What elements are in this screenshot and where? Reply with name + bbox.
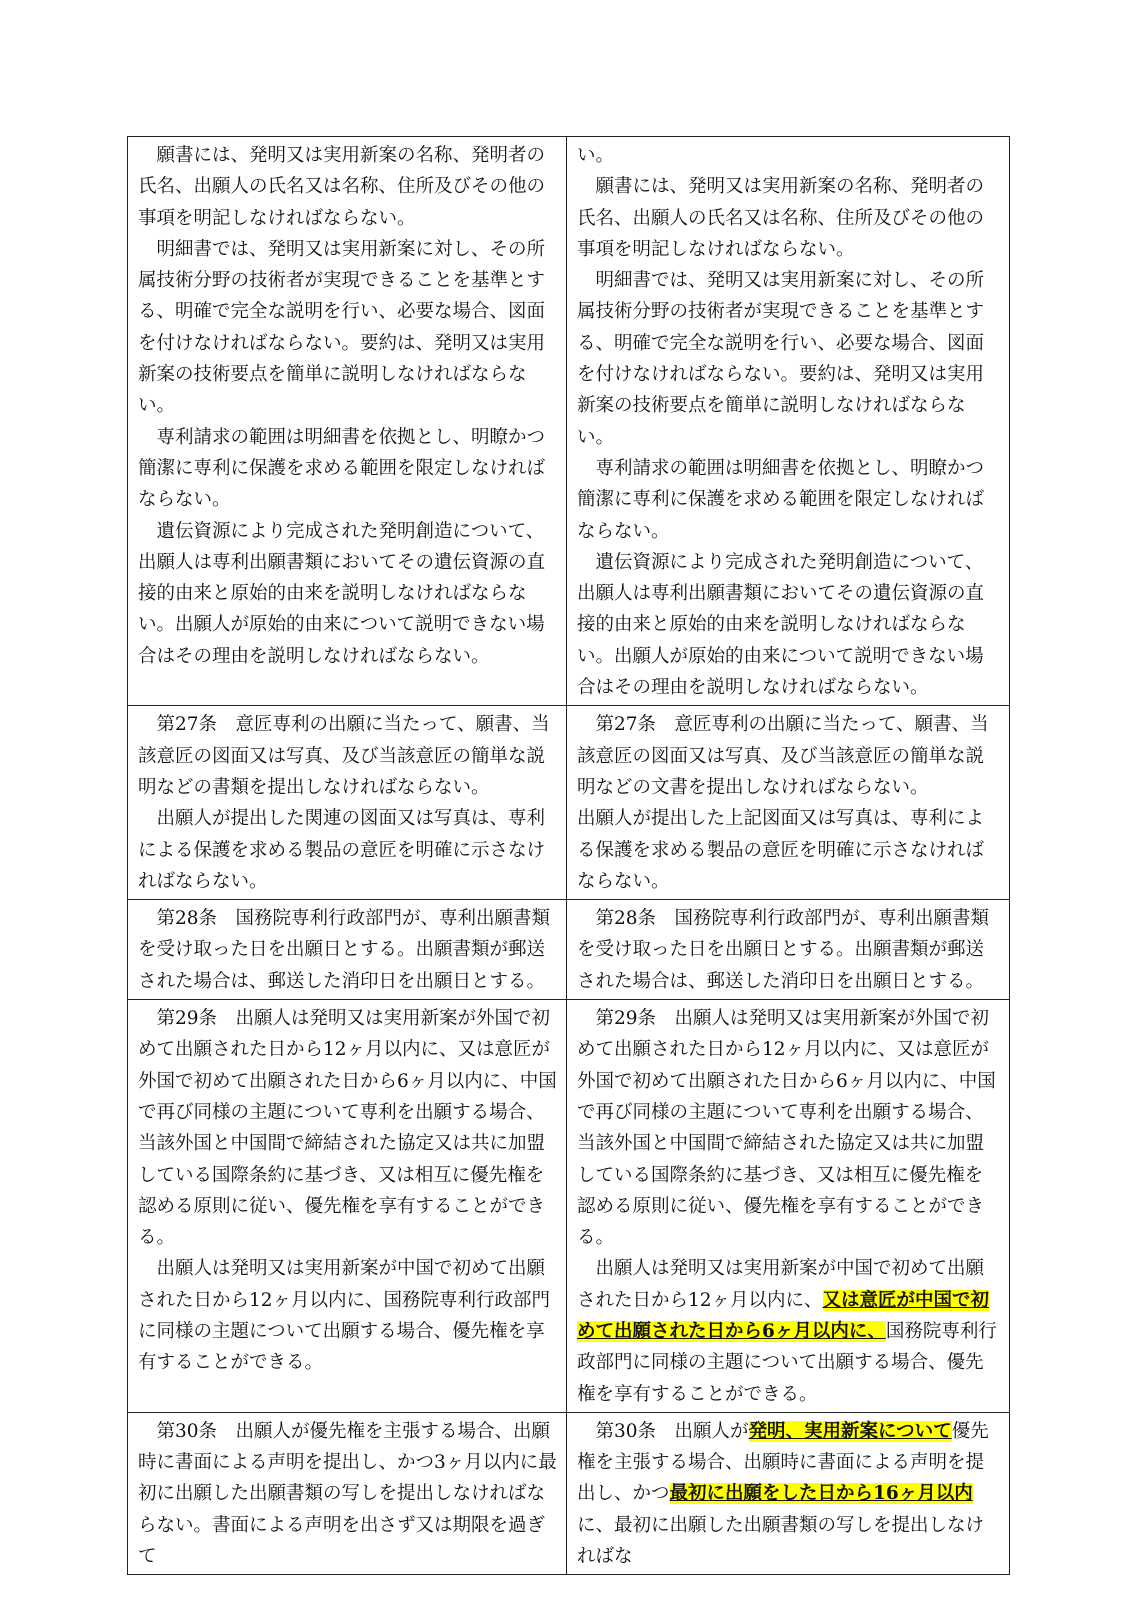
text-run: 優先権を主張する場合、出願時に書面による声明を提出し、かつ xyxy=(577,1420,989,1505)
new-text-cell xyxy=(567,900,1010,1000)
paragraph: 出願人は発明又は実用新案が中国で初めて出願された日から12ヶ月以内に、国務院専利行政部門に同様の主題について出願する場合、優先権を享有することができる。 xyxy=(138,1258,551,1374)
paragraph: 遺伝資源により完成された発明創造について、出願人は専利出願書類においてその遺伝資源の直接的由来と原始的由来を説明しなければならない。出願人が原始的由来について説明できない場合はその理由を説明しなければならない。 xyxy=(577,551,985,699)
paragraph: い。 xyxy=(577,145,615,166)
highlighted-change: 発明、実用新案について xyxy=(748,1420,952,1442)
highlighted-change: 最初に出願をした日から16ヶ月以内 xyxy=(669,1483,973,1505)
table-row xyxy=(128,706,1010,900)
table-row xyxy=(128,900,1010,1000)
paragraph: 第29条 出願人は発明又は実用新案が外国で初めて出願された日から12ヶ月以内に、又は意匠が外国で初めて出願された日から6ヶ月以内に、中国で再び同様の主題について専利を出願する場合、当該外国と中国間で締結された協定又は共に加盟している国際条約に基づき、又は相互に優先権を認める原則に従い、優先権を享有することができる。 xyxy=(138,1008,557,1249)
paragraph: 願書には、発明又は実用新案の名称、発明者の氏名、出願人の氏名又は名称、住所及びその他の事項を明記しなければならない。 xyxy=(138,145,546,229)
table-row xyxy=(128,137,1010,706)
paragraph: 第27条 意匠専利の出願に当たって、願書、当該意匠の図面又は写真、及び当該意匠の簡単な説明などの文書を提出しなければならない。 xyxy=(577,714,989,798)
text-run: 出願人は発明又は実用新案が中国で初めて出願された日から12ヶ月以内に、 xyxy=(577,1258,985,1311)
paragraph: 専利請求の範囲は明細書を依拠とし、明瞭かつ簡潔に専利に保護を求める範囲を限定しなければならない。 xyxy=(577,457,985,542)
text-run: に、最初に出願した出願書類の写しを提出しなければな xyxy=(577,1514,985,1568)
paragraph: 専利請求の範囲は明細書を依拠とし、明瞭かつ簡潔に専利に保護を求める範囲を限定しなければならない。 xyxy=(138,426,546,511)
highlighted-change: 又は意匠が中国で初めて出願された日から6ヶ月以内に、 xyxy=(577,1289,990,1342)
paragraph: 第27条 意匠専利の出願に当たって、願書、当該意匠の図面又は写真、及び当該意匠の簡単な説明などの書類を提出しなければならない。 xyxy=(138,714,550,798)
text-run: 第30条 出願人が xyxy=(595,1420,749,1442)
paragraph: 出願人が提出した関連の図面又は写真は、専利による保護を求める製品の意匠を明確に示さなければならない。 xyxy=(138,808,546,892)
old-text-cell xyxy=(128,1000,567,1413)
comparison-table xyxy=(127,136,1010,1575)
old-text-cell xyxy=(128,900,567,1000)
paragraph: 第28条 国務院専利行政部門が、専利出願書類を受け取った日を出願日とする。出願書類が郵送された場合は、郵送した消印日を出願日とする。 xyxy=(577,908,990,992)
table-row xyxy=(128,1412,1010,1574)
new-text-cell xyxy=(567,1000,1010,1413)
paragraph: 遺伝資源により完成された発明創造について、出願人は専利出願書類においてその遺伝資源の直接的由来と原始的由来を説明しなければならない。出願人が原始的由来について説明できない場合はその理由を説明しなければならない。 xyxy=(138,520,546,667)
old-text-cell xyxy=(128,137,567,706)
paragraph xyxy=(577,1253,1001,1409)
old-text-cell xyxy=(128,1412,567,1574)
paragraph: 第29条 出願人は発明又は実用新案が外国で初めて出願された日から12ヶ月以内に、又は意匠が外国で初めて出願された日から6ヶ月以内に、中国で再び同様の主題について専利を出願する場合、当該外国と中国間で締結された協定又は共に加盟している国際条約に基づき、又は相互に優先権を認める原則に従い、優先権を享有することができる。 xyxy=(577,1008,996,1249)
paragraph: 第28条 国務院専利行政部門が、専利出願書類を受け取った日を出願日とする。出願書類が郵送された場合は、郵送した消印日を出願日とする。 xyxy=(138,908,551,992)
new-text-cell xyxy=(567,1412,1010,1574)
paragraph: 願書には、発明又は実用新案の名称、発明者の氏名、出願人の氏名又は名称、住所及びその他の事項を明記しなければならない。 xyxy=(577,176,985,260)
old-text-cell xyxy=(128,706,567,900)
text-run: 国務院専利行政部門に同様の主題について出願する場合、優先権を享有することができる。 xyxy=(577,1320,997,1405)
new-text-cell xyxy=(567,137,1010,706)
paragraph xyxy=(577,1416,1001,1572)
paragraph: 明細書では、発明又は実用新案に対し、その所属技術分野の技術者が実現できることを基準とする、明確で完全な説明を行い、必要な場合、図面を付けなければならない。要約は、発明又は実用新案の技術要点を簡単に説明しなければならない。 xyxy=(138,238,546,417)
new-text-cell xyxy=(567,706,1010,900)
table-row xyxy=(128,1000,1010,1413)
paragraph: 第30条 出願人が優先権を主張する場合、出願時に書面による声明を提出し、かつ3ヶ月以内に最初に出願した出願書類の写しを提出しなければならない。書面による声明を出さず又は期限を過ぎて xyxy=(138,1420,557,1568)
paragraph: 明細書では、発明又は実用新案に対し、その所属技術分野の技術者が実現できることを基準とする、明確で完全な説明を行い、必要な場合、図面を付けなければならない。要約は、発明又は実用新案の技術要点を簡単に説明しなければならない。 xyxy=(577,270,985,448)
paragraph: 出願人が提出した上記図面又は写真は、専利による保護を求める製品の意匠を明確に示さなければならない。 xyxy=(577,808,985,892)
